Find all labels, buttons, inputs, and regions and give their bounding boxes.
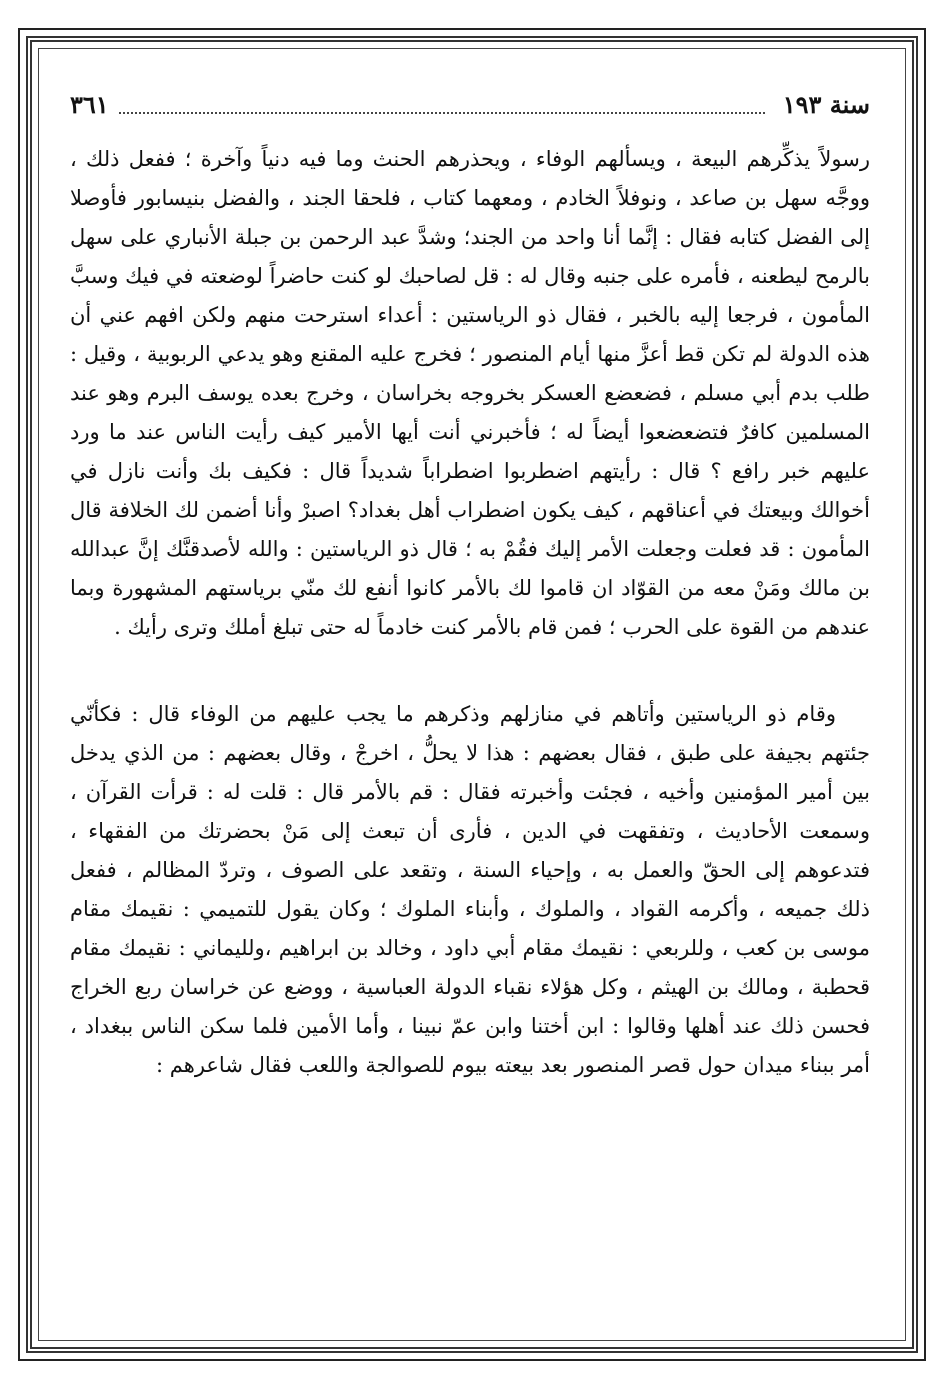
body-paragraph: رسولاً يذكِّرهم البيعة ، ويسألهم الوفاء ، ويحذرهم الحنث وما فيه دنياً وآخرة ؛ ففعل ذلك ، ووجَّه سهل بن صاعد ، ونوفلاً الخادم ، ومعهما كتاب ، فلحقا الجند ، والفضل بنيسابور فأوصلا إلى الفضل كتابه فقال : إنَّما أنا واحد من الجند؛ وشدَّ عبد الرحمن بن جبلة الأنباري على سهل بالرمح ليطعنه ، فأمره على جنبه وقال له : قل لصاحبك لو كنت حاضراً لوضعته في فيك وسبَّ المأمون ، فرجعا إليه بالخبر ، فقال ذو الرياستين : أعداء استرحت منهم ولكن افهم عني أن هذه الدولة لم تكن قط أعزَّ منها أيام المنصور ؛ فخرج عليه المقنع وهو يدعي الربوبية ، وقيل : طلب بدم أبي مسلم ، فضعضع العسكر بخروجه بخراسان ، وخرج بعده يوسف البرم وهو عند المسلمين كافرٌ فتضعضعوا أيضاً له ؛ فأخبرني أنت أيها الأمير كيف رأيت الناس عند ما ورد عليهم خبر رافع ؟ قال : رأيتهم اضطربوا اضطراباً شديداً قال : فكيف بك وأنت نازل في أخوالك وبيعتك في أعناقهم ، كيف يكون اضطراب أهل بغداد؟ اصبرْ وأنا أضمن لك الخلافة قال المأمون : قد فعلت وجعلت الأمر إليك فقُمْ به ؛ قال ذو الرياستين : والله لأصدقنَّك إنَّ عبدالله بن مالك ومَنْ معه من القوّاد ان قاموا لك بالأمر كانوا أنفع لك منّي برياستهم المشهورة وبما عندهم من القوة على الحرب ؛ فمن قام بالأمر كنت خادماً له حتى تبلغ أملك وترى رأيك .	[70, 147, 870, 639]
page-number: ٣٦١	[70, 89, 109, 119]
body-paragraph: وقام ذو الرياستين وأتاهم في منازلهم وذكرهم ما يجب عليهم من الوفاء قال : فكأنّي جئتهم بجيفة على طبق ، فقال بعضهم : هذا لا يحلُّ ، اخرجْ ، وقال بعضهم : من الذي يدخل بين أمير المؤمنين وأخيه ، فجئت وأخبرته فقال : قم بالأمر قال : قلت له : قرأت القرآن ، وسمعت الأحاديث ، وتفقهت في الدين ، فأرى أن تبعث إلى مَنْ بحضرتك من الفقهاء ، فتدعوهم إلى الحقّ والعمل به ، وإحياء السنة ، وتقعد على الصوف ، وتردّ المظالم ، ففعل ذلك جميعه ، وأكرمه القواد ، والملوك ، وأبناء الملوك ؛ وكان يقول للتميمي : نقيمك مقام موسى بن كعب ، وللربعي : نقيمك مقام أبي داود ، وخالد بن ابراهيم ،ولليماني : نقيمك مقام قحطبة ، ومالك بن الهيثم ، وكل هؤلاء نقباء الدولة العباسية ، ووضع عن خراسان ربع الخراج فحسن ذلك عند أهلها وقالوا : ابن أختنا وابن عمّ نبينا ، وأما الأمين فلما سكن الناس ببغداد ، أمر ببناء ميدان حول قصر المنصور بعد بيعته بيوم للصوالجة واللعب فقال شاعرهم :	[70, 702, 870, 1077]
year-label: سنة ١٩٣	[782, 89, 870, 119]
running-head	[70, 80, 870, 128]
header-dotted-leader	[119, 94, 765, 114]
page-content	[70, 80, 870, 1320]
